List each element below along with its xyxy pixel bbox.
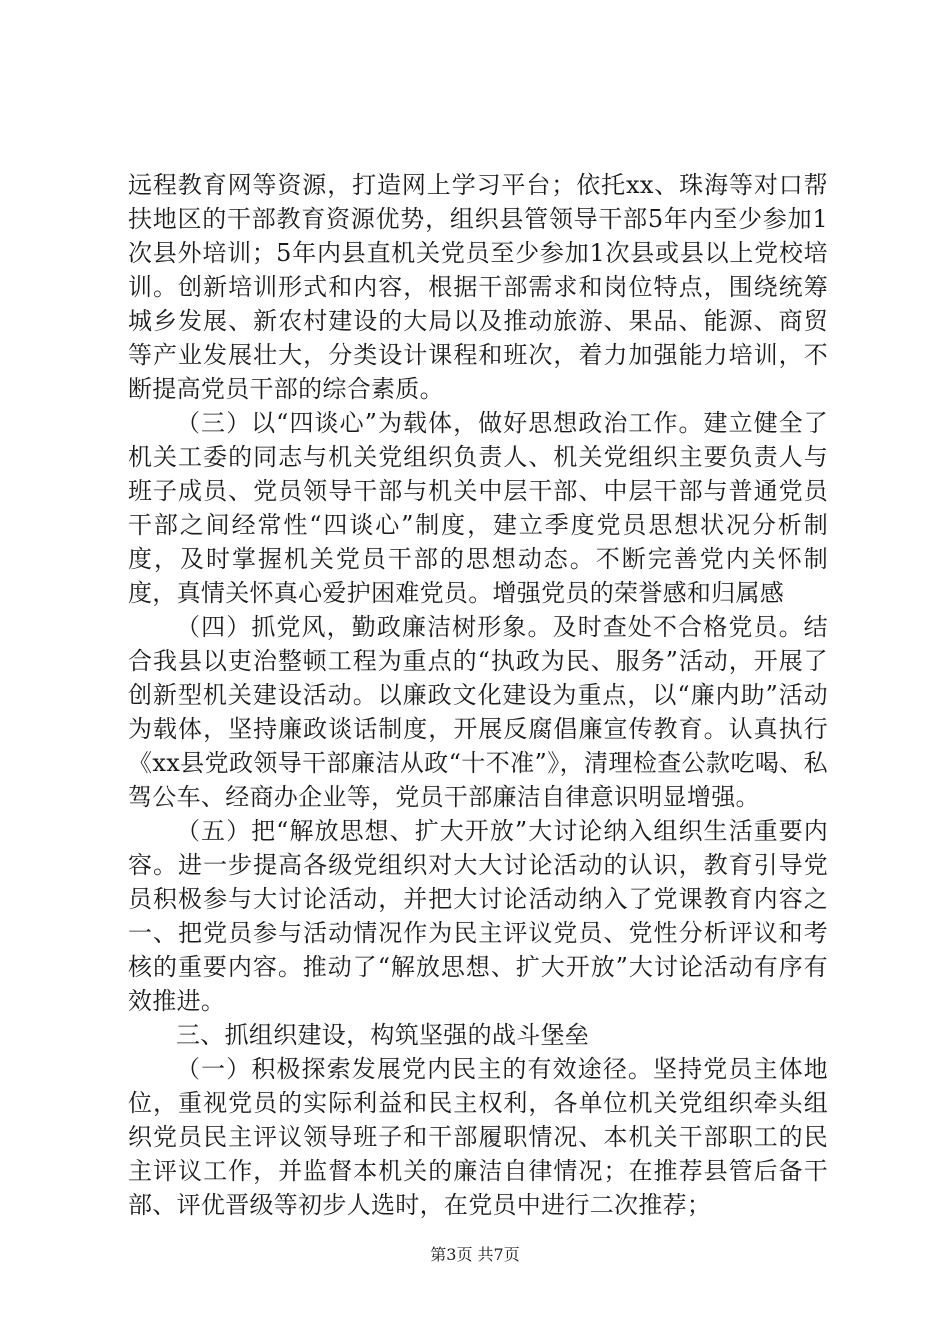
paragraph-3: （四）抓党风，勤政廉洁树形象。及时查处不合格党员。结合我县以吏治整顿工程为重点的“执政为民、服务”活动，开展了创新型机关建设活动。以廉政文化建设为重点，以“廉内助”活动为载体，坚持廉政谈话制度，开展反腐倡廉宣传教育。认真执行《xx县党政领导干部廉洁从政“十不准”》，清理检查公款吃喝、私驾公车、经商办企业等，党员干部廉洁自律意识明显增强。 bbox=[128, 613, 828, 811]
paragraph-4: （五）把“解放思想、扩大开放”大讨论纳入组织生活重要内容。进一步提高各级党组织对大大讨论活动的认识，教育引导党员积极参与大讨论活动，并把大讨论活动纳入了党课教育内容之一、把党员参与活动情况作为民主评议党员、党性分析评议和考核的重要内容。推动了“解放思想、扩大开放”大讨论活动有序有效推进。 bbox=[128, 817, 828, 1015]
document-body bbox=[128, 168, 828, 1222]
paragraph-2: （三）以“四谈心”为载体，做好思想政治工作。建立健全了机关工委的同志与机关党组织负责人、机关党组织主要负责人与班子成员、党员领导干部与机关中层干部、中层干部与普通党员干部之间经常性“四谈心”制度，建立季度党员思想状况分析制度，及时掌握机关党员干部的思想动态。不断完善党内关怀制度，真情关怀真心爱护困难党员。增强党员的荣誉感和归属感 bbox=[128, 409, 828, 607]
paragraph-1: 远程教育网等资源，打造网上学习平台；依托xx、珠海等对口帮扶地区的干部教育资源优势，组织县管领导干部5年内至少参加1次县外培训；5年内县直机关党员至少参加1次县或县以上党校培训。创新培训形式和内容，根据干部需求和岗位特点，围绕统筹城乡发展、新农村建设的大局以及推动旅游、果品、能源、商贸等产业发展壮大，分类设计课程和班次，着力加强能力培训，不断提高党员干部的综合素质。 bbox=[128, 171, 828, 403]
paragraph-5: （一）积极探索发展党内民主的有效途径。坚持党员主体地位，重视党员的实际利益和民主权利，各单位机关党组织牵头组织党员民主评议领导班子和干部履职情况、本机关干部职工的民主评议工作，并监督本机关的廉洁自律情况；在推荐县管后备干部、评优晋级等初步人选时，在党员中进行二次推荐； bbox=[128, 1055, 828, 1219]
section-heading: 三、抓组织建设，构筑坚强的战斗堡垒 bbox=[176, 1021, 590, 1049]
page-footer: 第3页 共7页 bbox=[430, 1245, 520, 1264]
